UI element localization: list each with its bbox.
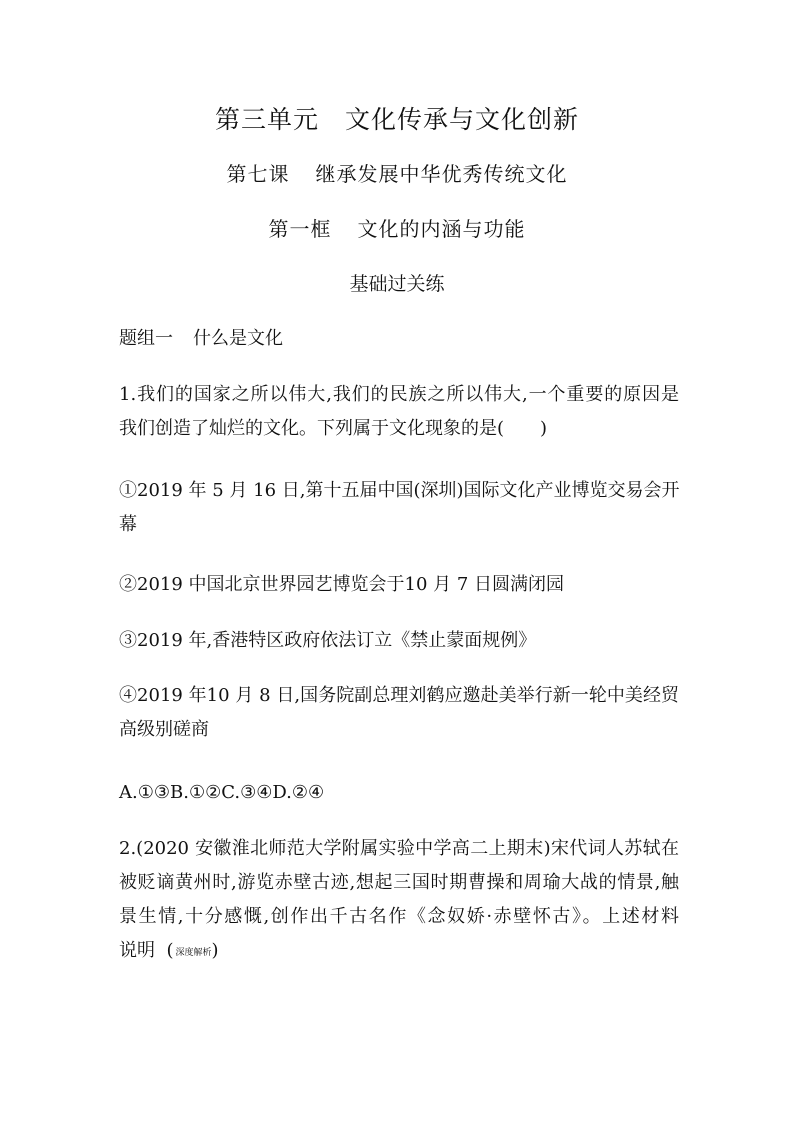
question-1-option-1 — [119, 474, 679, 542]
group-label: 题组一 — [119, 328, 173, 349]
frame-title-number: 第一框 — [268, 217, 332, 241]
frame-title-name: 文化的内涵与功能 — [357, 217, 526, 241]
group-name: 什么是文化 — [193, 328, 283, 349]
question-1-option-3 — [119, 624, 679, 658]
option-1-line-2: 幕 — [119, 514, 137, 535]
unit-title-name: 文化传承与文化创新 — [345, 105, 580, 134]
option-3-line: ③2019 年,香港特区政府依法订立《禁止蒙面规例》 — [119, 630, 537, 651]
question-2-line-4-text: 说明 — [119, 940, 155, 961]
lesson-title-number: 第七课 — [226, 162, 290, 186]
deep-analysis-tag: 深度解析 — [175, 948, 212, 958]
question-2-stem — [119, 832, 679, 968]
unit-title-number: 第三单元 — [214, 105, 319, 134]
answer-choices-line: A.①③B.①②C.③④D.②④ — [119, 782, 325, 803]
option-4-line-1: ④2019 年10 月 8 日,国务院副总理刘鹤应邀赴美举行新一轮中美经贸 — [119, 685, 679, 706]
option-2-line: ②2019 中国北京世界园艺博览会于10 月 7 日圆满闭园 — [119, 574, 565, 595]
question-2-line-1: 2.(2020 安徽淮北师范大学附属实验中学高二上期末)宋代词人苏轼在 — [119, 838, 679, 859]
frame-title — [0, 213, 794, 242]
unit-title — [0, 100, 794, 136]
question-1-line-2: 我们创造了灿烂的文化。下列属于文化现象的是( ) — [119, 418, 548, 439]
question-2-line-2: 被贬谪黄州时,游览赤壁古迹,想起三国时期曹操和周瑜大战的情景,触 — [119, 872, 679, 893]
question-1-answer-choices — [119, 776, 679, 810]
question-1-line-1: 1.我们的国家之所以伟大,我们的民族之所以伟大,一个重要的原因是 — [119, 384, 679, 405]
option-1-line-1: ①2019 年 5 月 16 日,第十五届中国(深圳)国际文化产业博览交易会开 — [119, 480, 680, 501]
option-4-line-2: 高级别磋商 — [119, 719, 209, 740]
question-1-option-4 — [119, 679, 679, 747]
lesson-title-name: 继承发展中华优秀传统文化 — [315, 162, 568, 186]
question-group-title — [119, 322, 679, 356]
question-2-line-4: 说明 ( 深度解析) — [119, 940, 219, 961]
lesson-title — [0, 158, 794, 187]
question-2-line-3: 景生情,十分感慨,创作出千古名作《念奴娇·赤壁怀古》。上述材料 — [119, 906, 679, 927]
section-title: 基础过关练 — [349, 273, 445, 295]
question-1-option-2 — [119, 568, 679, 602]
question-1-stem — [119, 378, 679, 446]
